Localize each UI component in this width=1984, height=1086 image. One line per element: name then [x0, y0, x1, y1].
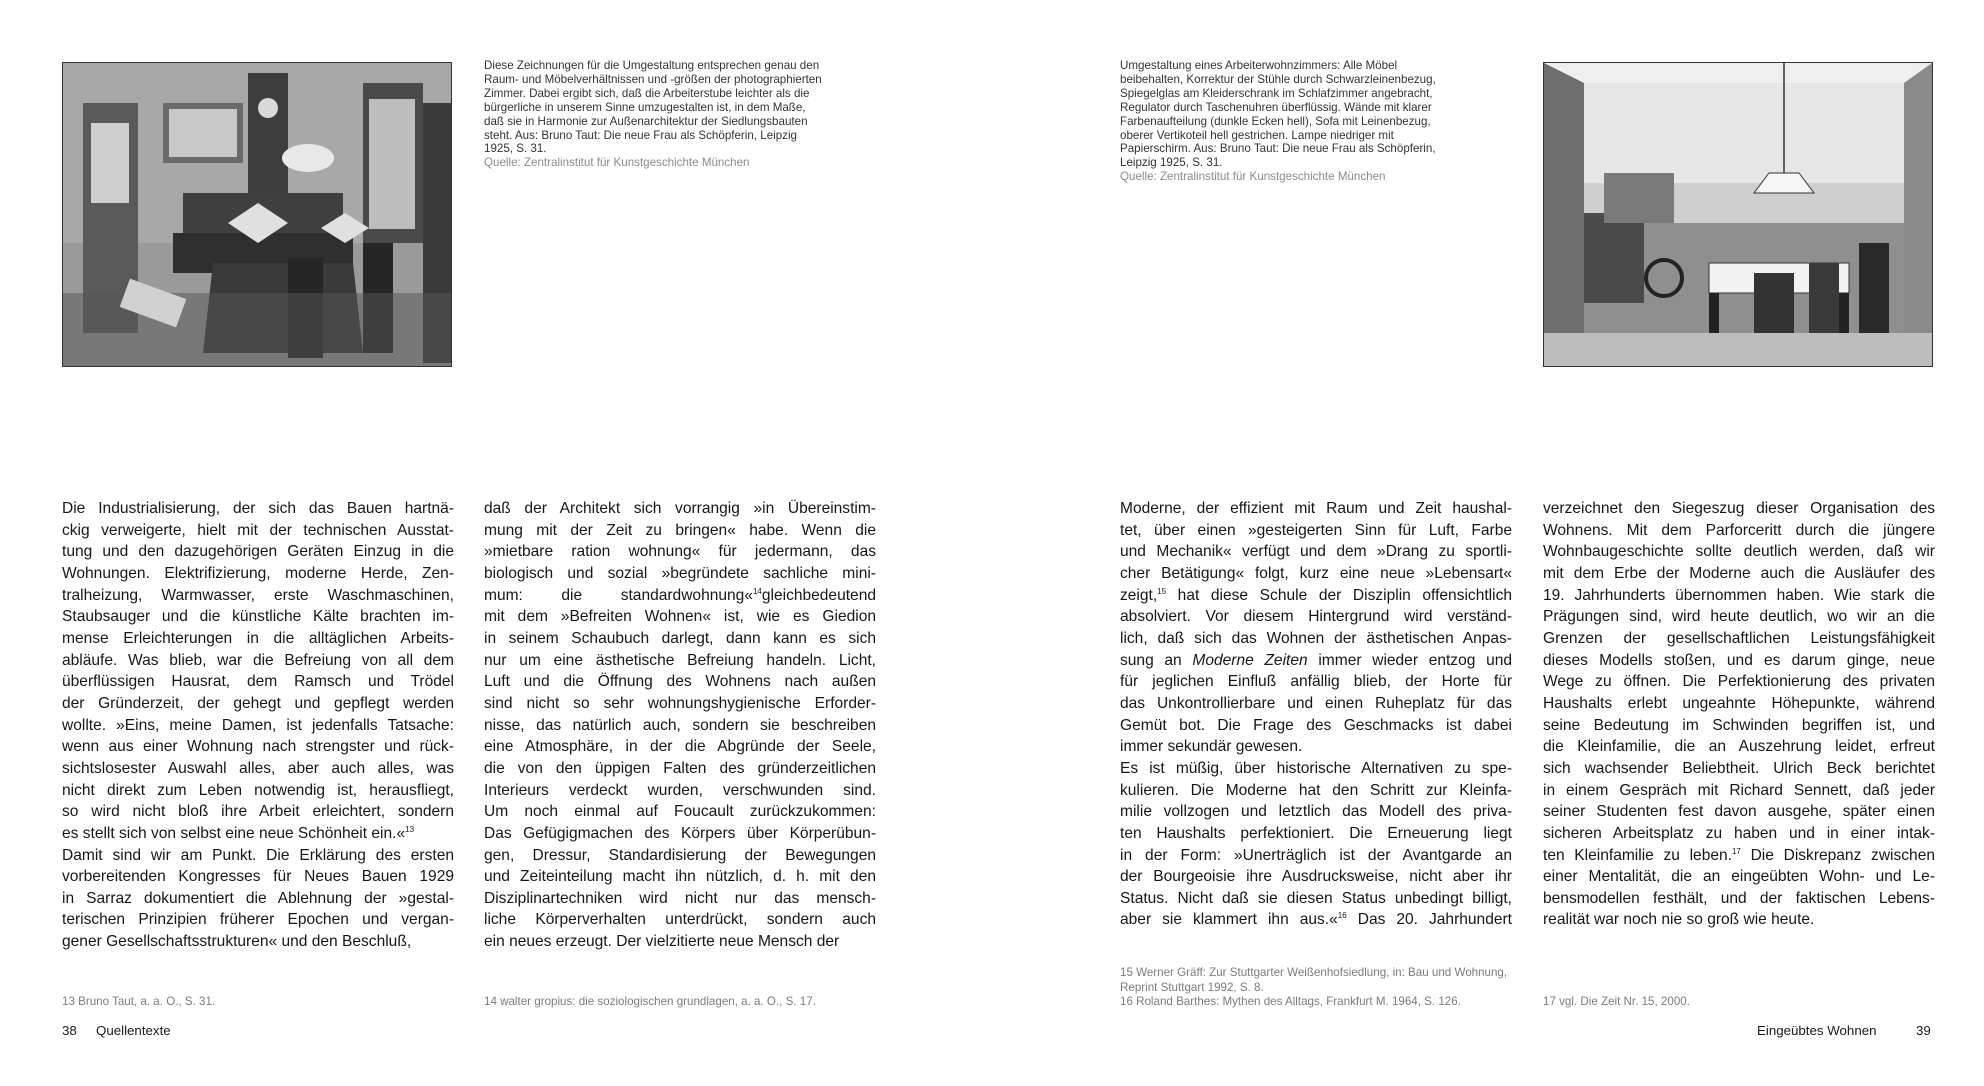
text-line — [484, 606, 876, 628]
text-line — [62, 758, 454, 780]
text-span: und Zeiteinteilung macht ihn nützlich, d. h. mit den — [484, 868, 876, 886]
text-line — [1543, 801, 1935, 823]
text-line — [1120, 606, 1512, 628]
text-line — [1543, 628, 1935, 650]
text-line — [484, 541, 876, 563]
text-span: hat diese Schule der Disziplin offensichtlich — [1166, 586, 1512, 604]
text-line — [62, 671, 454, 693]
text-span: Staubsauger und die künstliche Kälte brachten im- — [62, 608, 454, 626]
text-line — [1543, 909, 1935, 931]
text-span: ten Haushalts perfektioniert. Die Erneuerung liegt — [1120, 824, 1512, 842]
text-line — [62, 498, 454, 520]
footnote-17: 17 vgl. Die Zeit Nr. 15, 2000. — [1543, 995, 1690, 1008]
text-span: cher Betätigung« folgt, kurz eine neue »Lebensart« — [1120, 564, 1512, 582]
text-line — [484, 780, 876, 802]
text-line — [1120, 671, 1512, 693]
text-line — [1120, 823, 1512, 845]
text-span: lich, daß sich das Wohnen der ästhetischen Anpas- — [1120, 629, 1512, 647]
text-span: kulieren. Die Moderne hat den Schritt zur Kleinfa- — [1120, 781, 1512, 799]
footnote-15: 15 Werner Gräff: Zur Stuttgarter Weißenhofsiedlung, in: Bau und Wohnung, Reprint Stuttgart 1992, S. 8. — [1120, 966, 1508, 994]
footnote-ref-17: 17 — [1731, 846, 1741, 856]
text-line — [484, 693, 876, 715]
text-line — [484, 845, 876, 867]
text-line — [484, 650, 876, 672]
text-span: die Kleinfamilie, die an Auszehrung leidet, erfreut — [1543, 738, 1935, 756]
text-line — [1120, 866, 1512, 888]
text-line — [484, 498, 876, 520]
text-line — [484, 628, 876, 650]
text-span: abläufe. Was blieb, war die Befreiung von all dem — [62, 651, 454, 669]
text-line — [62, 801, 454, 823]
text-line — [484, 866, 876, 888]
text-span: Die Industrialisierung, der sich das Bauen hartnä- — [62, 500, 454, 517]
text-span: liche Körperverhalten unterdrückt, sondern auch — [484, 911, 876, 929]
text-span: überflüssigen Hausrat, dem Ramsch und Trödel — [62, 673, 454, 691]
text-span: gen, Dressur, Standardisierung der Bewegungen — [484, 846, 876, 864]
text-span: sind nicht so sehr wohnungshygienische Erforder- — [484, 694, 876, 712]
text-span: milie vollzogen und letztlich das Modell des priva- — [1120, 803, 1512, 821]
text-span: daß der Architekt sich vorrangig »in Übereinstim- — [484, 500, 876, 517]
text-span: immer sekundär gewesen. — [1120, 738, 1303, 756]
left-caption-text: Diese Zeichnungen für die Umgestaltung entsprechen genau den Raum- und Möbelverhältnissen und -größen der photographierten Zimmer. Dabei ergibt sich, daß die Arbeiterstube leichter als die bürgerliche in unserem Sinne umzugestalten ist, in dem Maße, daß sie in Harmonie zur Außenarchitektur der Siedlungsbauten steht. Aus: Bruno Taut: Die neue Frau als Schöpferin, Leipzig 1925, S. 31. — [484, 59, 822, 156]
text-line — [484, 888, 876, 910]
text-span: ein neues erzeugt. Der vielzitierte neue Mensch der — [484, 933, 840, 951]
text-span: 19. Jahrhunderts übernommen haben. Wie stark die — [1543, 586, 1935, 604]
left-illustration — [62, 62, 452, 367]
text-span: sich wachsender Beliebtheit. Ulrich Beck berichtet — [1543, 759, 1935, 777]
text-span: Haushalts erlebt ungeahnte Höhepunkte, während — [1543, 694, 1935, 712]
left-caption — [484, 59, 824, 170]
text-span: Status. Nicht daß sie diesen Status unbedingt billigt, — [1120, 889, 1512, 907]
text-line — [62, 780, 454, 802]
body-column-2 — [484, 498, 876, 953]
body-column-1 — [62, 498, 454, 953]
text-span: für jeglichen Einfluß anfällig blieb, der Horte für — [1120, 673, 1512, 691]
text-line — [484, 520, 876, 542]
text-span: gener Gesellschaftsstrukturen« und den Beschluß, — [62, 933, 412, 951]
text-line — [1120, 801, 1512, 823]
text-span: Das Gefügigmachen des Körpers über Körperübun- — [484, 824, 876, 842]
text-line — [62, 606, 454, 628]
text-line — [1543, 715, 1935, 737]
text-line — [1120, 520, 1512, 542]
right-caption-text: Umgestaltung eines Arbeiterwohnzimmers: Alle Möbel beibehalten, Korrektur der Stühle durch Schwarzleinenbezug, Spiegelglas am Kleiderschrank im Schlafzimmer angebracht, Regulator durch Taschenuhren überflüssig. Wände mit klarer Farbenaufteilung (dunkle Ecken hell), Sofa mit Leinenbezug, oberer Vertikoteil hell gestrichen. Lampe niedriger mit Papierschirm. Aus: Bruno Taut: Die neue Frau als Schöpferin, Leipzig 1925, S. 31. — [1120, 59, 1436, 170]
text-span: und Mechanik« verfügt und dem »Drang zu sportli- — [1120, 543, 1512, 561]
text-line — [62, 736, 454, 758]
right-illustration — [1543, 62, 1933, 367]
text-line — [484, 671, 876, 693]
text-line — [1120, 888, 1512, 910]
footnote-ref-16: 16 — [1337, 911, 1347, 921]
text-span: Luft und die Öffnung des Wohnens nach außen — [484, 673, 876, 691]
text-line — [1120, 650, 1512, 672]
right-page-number: 39 — [1916, 1023, 1931, 1038]
text-span: seine Bedeutung im Schwinden begriffen ist, und — [1543, 716, 1935, 734]
text-span: sung an — [1120, 651, 1193, 669]
text-line — [62, 715, 454, 737]
left-section-title: Quellentexte — [96, 1023, 171, 1038]
text-line — [1120, 628, 1512, 650]
text-span: bensmodellen festhält, und der faktischen Lebens- — [1543, 889, 1935, 907]
text-line — [484, 585, 876, 607]
text-span: immer wieder entzog und — [1307, 651, 1513, 669]
text-line — [1543, 866, 1935, 888]
text-span: mit dem Erbe der Moderne auch die Ausläufer des — [1543, 564, 1935, 582]
text-span: ten Kleinfamilie zu leben. — [1543, 846, 1732, 864]
text-line — [62, 585, 454, 607]
right-section-title: Eingeübtes Wohnen — [1757, 1023, 1877, 1038]
text-span: aber sie klammert ihn aus.« — [1120, 911, 1338, 929]
text-line — [484, 715, 876, 737]
text-span: mense Erleichterungen in die alltäglichen Arbeits- — [62, 629, 454, 647]
text-span: gleichbedeutend — [761, 586, 876, 604]
text-span: in der Form: »Unerträglich ist der Avantgarde an — [1120, 846, 1512, 864]
footnote-ref-13: 13 — [405, 824, 415, 834]
text-span: Wege zu öffnen. Die Perfektionierung des privaten — [1543, 673, 1935, 691]
text-line — [1120, 845, 1512, 867]
text-line — [62, 563, 454, 585]
bourgeois-room-drawing — [63, 63, 451, 366]
text-line — [62, 845, 454, 867]
text-span: dieses Modells stoßen, und es darum ginge, neue — [1543, 651, 1935, 669]
text-span: wollte. »Eins, meine Damen, ist jedenfalls Tatsache: — [62, 716, 454, 734]
text-span: tung und den dazugehörigen Geräten Einzug in die — [62, 543, 454, 561]
body-column-3 — [1120, 498, 1512, 931]
text-line — [62, 541, 454, 563]
text-line — [1543, 563, 1935, 585]
text-line — [1543, 780, 1935, 802]
text-span: »mietbare ration wohnung« für jedermann, das — [484, 543, 876, 561]
footnote-14: 14 walter gropius: die soziologischen grundlagen, a. a. O., S. 17. — [484, 995, 816, 1008]
text-span: absolviert. Vor diesem Hintergrund wird verständ- — [1120, 608, 1512, 626]
text-span: mum: die standardwohnung« — [484, 586, 753, 604]
text-line — [1120, 909, 1512, 931]
text-line — [1543, 693, 1935, 715]
text-span: in Sarraz dokumentiert die Ablehnung der »gestal- — [62, 889, 454, 907]
text-line — [62, 888, 454, 910]
text-line — [1543, 585, 1935, 607]
text-span: eine Atmosphäre, in der die Abgründe der Seele, — [484, 738, 876, 756]
text-line — [1543, 823, 1935, 845]
text-span: seiner Studenten fest davon ausgehe, später einen — [1543, 803, 1935, 821]
text-span: sichtslosester Auswahl alles, aber auch alles, was — [62, 759, 454, 777]
text-line — [1543, 650, 1935, 672]
left-page-number: 38 — [62, 1023, 77, 1038]
text-span: sicheren Arbeitsplatz zu haben und in einer intak- — [1543, 824, 1935, 842]
text-line — [1543, 541, 1935, 563]
text-span: zeigt, — [1120, 586, 1158, 604]
text-span: Gemüt bot. Die Frage des Geschmacks ist dabei — [1120, 716, 1512, 734]
text-span: nicht direkt zum Leben notwendig ist, herausfliegt, — [62, 781, 454, 799]
text-span: es stellt sich von selbst eine neue Schönheit ein.« — [62, 824, 406, 842]
text-line — [1120, 780, 1512, 802]
text-line — [1543, 520, 1935, 542]
text-span: so wird nicht bloß ihre Arbeit erleichtert, sondern — [62, 803, 454, 821]
right-caption — [1120, 59, 1460, 184]
footnote-ref-15: 15 — [1157, 586, 1167, 596]
text-line — [62, 520, 454, 542]
text-span: Es ist müßig, über historische Alternativen zu spe- — [1120, 759, 1512, 777]
text-line — [1543, 671, 1935, 693]
text-line — [484, 736, 876, 758]
footnote-16: 16 Roland Barthes: Mythen des Alltags, Frankfurt M. 1964, S. 126. — [1120, 995, 1461, 1008]
text-line — [1120, 758, 1512, 780]
text-span: das Unkontrollierbare und einen Ruheplatz für das — [1120, 694, 1512, 712]
text-span: ckig verweigerte, hielt mit der technischen Ausstat- — [62, 521, 454, 539]
text-span: Prägungen sind, wird heute deutlich, wo wir an die — [1543, 608, 1935, 626]
text-line — [484, 909, 876, 931]
text-span: tralheizung, Warmwasser, erste Waschmaschinen, — [62, 586, 454, 604]
text-line — [1120, 563, 1512, 585]
text-span: mung mit der Zeit zu bringen« habe. Wenn die — [484, 521, 876, 539]
text-span: Moderne, der effizient mit Raum und Zeit haushal- — [1120, 500, 1512, 517]
text-line — [62, 628, 454, 650]
text-line — [1120, 693, 1512, 715]
text-line — [1120, 715, 1512, 737]
text-line — [484, 801, 876, 823]
text-span: biologisch und sozial »begründete sachliche mini- — [484, 564, 876, 582]
text-span: in einem Gespräch mit Richard Sennett, daß jeder — [1543, 781, 1935, 799]
text-span: Um noch einmal auf Foucault zurückzukommen: — [484, 803, 876, 821]
text-span: einer Mentalität, die an eingeübten Wohn- und Le- — [1543, 868, 1935, 886]
text-span: mit dem »Befreiten Wohnen« ist, wie es Giedion — [484, 608, 876, 626]
text-line — [1120, 736, 1512, 758]
footnote-ref-14: 14 — [752, 586, 762, 596]
text-line — [1543, 736, 1935, 758]
text-span: Interieurs verdeckt wurden, verschwunden sind. — [484, 781, 876, 799]
text-span: Wohnens. Mit dem Parforceritt durch die jüngere — [1543, 521, 1935, 539]
text-line — [62, 823, 454, 845]
text-line — [62, 909, 454, 931]
footnote-13: 13 Bruno Taut, a. a. O., S. 31. — [62, 995, 216, 1008]
text-line — [484, 823, 876, 845]
body-column-4 — [1543, 498, 1935, 931]
italic-title: Moderne Zeiten — [1192, 651, 1308, 669]
text-span: terischen Prinzipien früherer Epochen und vergan- — [62, 911, 454, 929]
text-span: Das 20. Jahrhundert — [1346, 911, 1512, 929]
text-span: tet, über einen »gesteigerten Sinn für Luft, Farbe — [1120, 521, 1512, 539]
left-caption-source: Quelle: Zentralinstitut für Kunstgeschichte München — [484, 156, 750, 170]
text-span: in seinem Schaubuch darlegt, dann kann es sich — [484, 629, 876, 647]
text-line — [484, 758, 876, 780]
text-line — [62, 931, 454, 953]
text-line — [1543, 845, 1935, 867]
text-line — [1120, 541, 1512, 563]
text-span: Wohnbaugeschichte sollte deutlich werden, daß wir — [1543, 543, 1935, 561]
text-span: verzeichnet den Siegeszug dieser Organisation des — [1543, 500, 1935, 517]
text-span: Die Diskrepanz zwischen — [1740, 846, 1935, 864]
text-line — [1543, 888, 1935, 910]
worker-room-drawing — [1544, 63, 1932, 366]
text-span: Wohnungen. Elektrifizierung, moderne Herde, Zen- — [62, 564, 454, 582]
text-span: realität war noch nie so groß wie heute. — [1543, 911, 1815, 929]
text-span: die von den üppigen Falten des gründerzeitlichen — [484, 759, 876, 777]
text-line — [1543, 758, 1935, 780]
text-line — [62, 693, 454, 715]
text-span: vorbereitenden Kongresses für Neues Bauen 1929 — [62, 868, 454, 886]
text-line — [1543, 606, 1935, 628]
text-span: nur um eine ästhetische Befreiung handeln. Licht, — [484, 651, 876, 669]
text-span: Grenzen der gesellschaftlichen Leistungsfähigkeit — [1543, 629, 1935, 647]
text-span: der Bourgeoisie ihre Ausdrucksweise, nicht aber ihr — [1120, 868, 1512, 886]
right-caption-source: Quelle: Zentralinstitut für Kunstgeschichte München — [1120, 170, 1386, 184]
text-line — [62, 866, 454, 888]
text-line — [484, 563, 876, 585]
text-line — [1120, 498, 1512, 520]
text-span: der Gründerzeit, der gehegt und gepflegt werden — [62, 694, 454, 712]
text-line — [62, 650, 454, 672]
text-line — [1120, 585, 1512, 607]
text-span: Disziplinartechniken wird nicht nur das mensch- — [484, 889, 876, 907]
text-span: nisse, das natürlich auch, sondern sie beschreiben — [484, 716, 876, 734]
text-line — [1543, 498, 1935, 520]
text-span: wenn aus einer Wohnung nach strengster und rück- — [62, 738, 454, 756]
text-span: Damit sind wir am Punkt. Die Erklärung des ersten — [62, 846, 454, 864]
text-line — [484, 931, 876, 953]
